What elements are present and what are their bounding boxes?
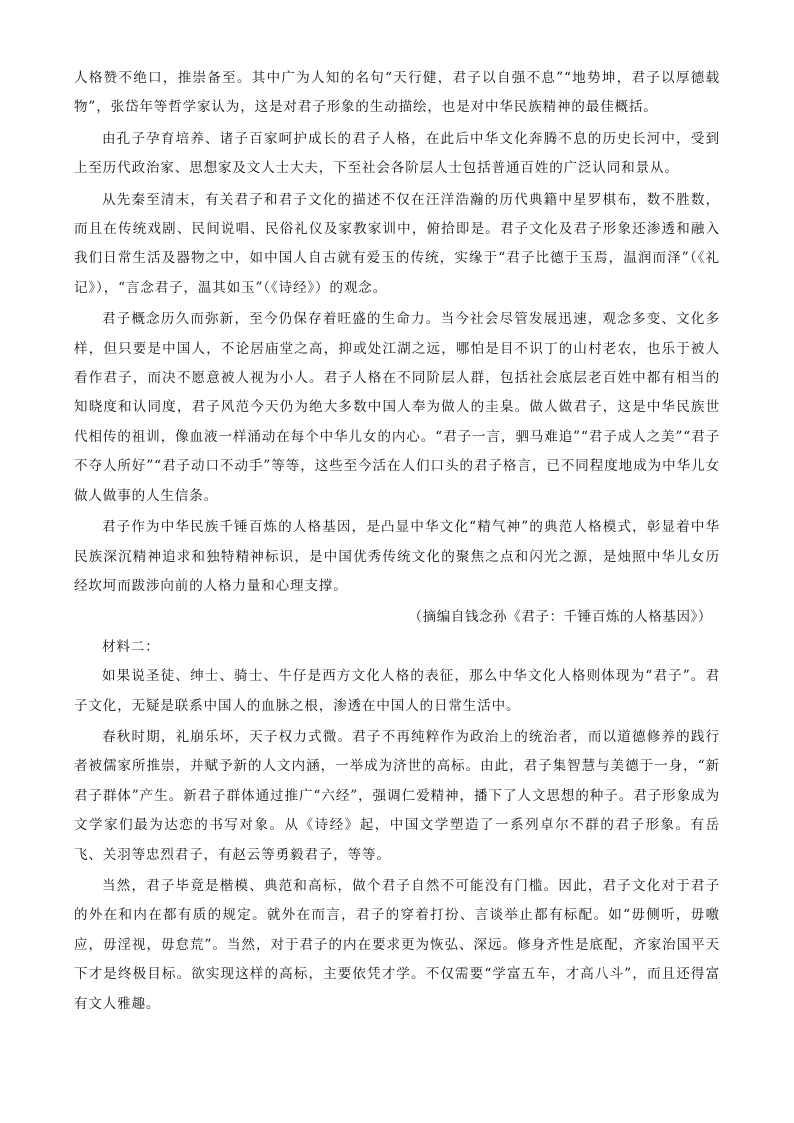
paragraph: 如果说圣徒、绅士、骑士、牛仔是西方文化人格的表征，那么中华文化人格则体现为“君子”。君子文化，无疑是联系中国人的血脉之根，渗透在中国人的日常生活中。: [74, 668, 720, 714]
paragraph: 由孔子孕育培养、诸子百家呵护成长的君子人格，在此后中华文化奔腾不息的历史长河中，受到上至历代政治家、思想家及文人士大夫，下至社会各阶层人士包括普通百姓的广泛认同和景从。: [74, 130, 720, 177]
material-heading: 材料二：: [102, 638, 160, 655]
paragraph: 从先秦至清末，有关君子和君子文化的描述不仅在汪洋浩瀚的历代典籍中星罗棋布，数不胜数，而且在传统戏剧、民间说唱、民俗礼仪及家教家训中，俯拾即是。君子文化及君子形象还渗透和融入我们日常生活及器物之中，如中国人自古就有爱玉的传统，实缘于“君子比德于玉焉，温润而泽”（《礼记》），“言念君子，温其如玉”（《诗经》）的观念。: [74, 191, 720, 296]
paragraph: 春秋时期，礼崩乐坏，天子权力式微。君子不再纯粹作为政治上的统治者，而以道德修养的践行者被儒家所推崇，并赋予新的人文内涵，一举成为济世的高标。由此，君子集智慧与美德于一身，“新君子群体”产生。新君子群体通过推广“六经”，强调仁爱精神，播下了人文思想的种子。君子形象成为文学家们最为达恋的书写对象。从《诗经》起，中国文学塑造了一系列卓尔不群的君子形象。有岳飞、关羽等忠烈君子，有赵云等勇毅君子，等等。: [74, 728, 720, 863]
paragraph: 当然，君子毕竟是楷模、典范和高标，做个君子自然不可能没有门槛。因此，君子文化对于君子的外在和内在都有质的规定。就外在而言，君子的穿着打扮、言谈举止都有标配。如“毋侧听，毋噭应，毋淫视，毋怠荒”。当然，对于君子的内在要求更为恢弘、深远。修身齐性是底配，齐家治国平天下才是终极目标。欲实现这样的高标，主要依凭才学。不仅需要“学富五车，才高八斗”，而且还得富有文人雅趣。: [74, 877, 720, 1012]
source-citation: （摘编自钱念孙《君子：千锤百炼的人格基因》）: [408, 609, 712, 626]
document-page: [74, 64, 720, 1021]
paragraph-continuation: 人格赞不绝口，推崇备至。其中广为人知的名句“天行健，君子以自强不息”“地势坤，君子以厚德载物”，张岱年等哲学家认为，这是对君子形象的生动描绘，也是对中华民族精神的最佳概括。: [74, 70, 720, 116]
paragraph: 君子作为中华民族千锤百炼的人格基因，是凸显中华文化“精气神”的典范人格模式，彰显着中华民族深沉精神追求和独特精神标识，是中国优秀传统文化的聚焦之点和闪光之源，是烛照中华儿女历经坎坷而跋涉向前的人格力量和心理支撑。: [74, 519, 720, 594]
paragraph: 君子概念历久而弥新，至今仍保存着旺盛的生命力。当今社会尽管发展迅速，观念多变、文化多样，但只要是中国人，不论居庙堂之高，抑或处江湖之远，哪怕是目不识丁的山村老农，也乐于被人看作君子，而决不愿意被人视为小人。君子人格在不同阶层人群，包括社会底层老百姓中都有相当的知晓度和认同度，君子风范今天仍为绝大多数中国人奉为做人的圭臬。做人做君子，这是中华民族世代相传的祖训，像血液一样涌动在每个中华儿女的内心。“君子一言，驷马难追”“君子成人之美”“君子不夺人所好”“君子动口不动手”等等，这些至今活在人们口头的君子格言，已不同程度地成为中华儿女做人做事的人生信条。: [74, 311, 720, 504]
